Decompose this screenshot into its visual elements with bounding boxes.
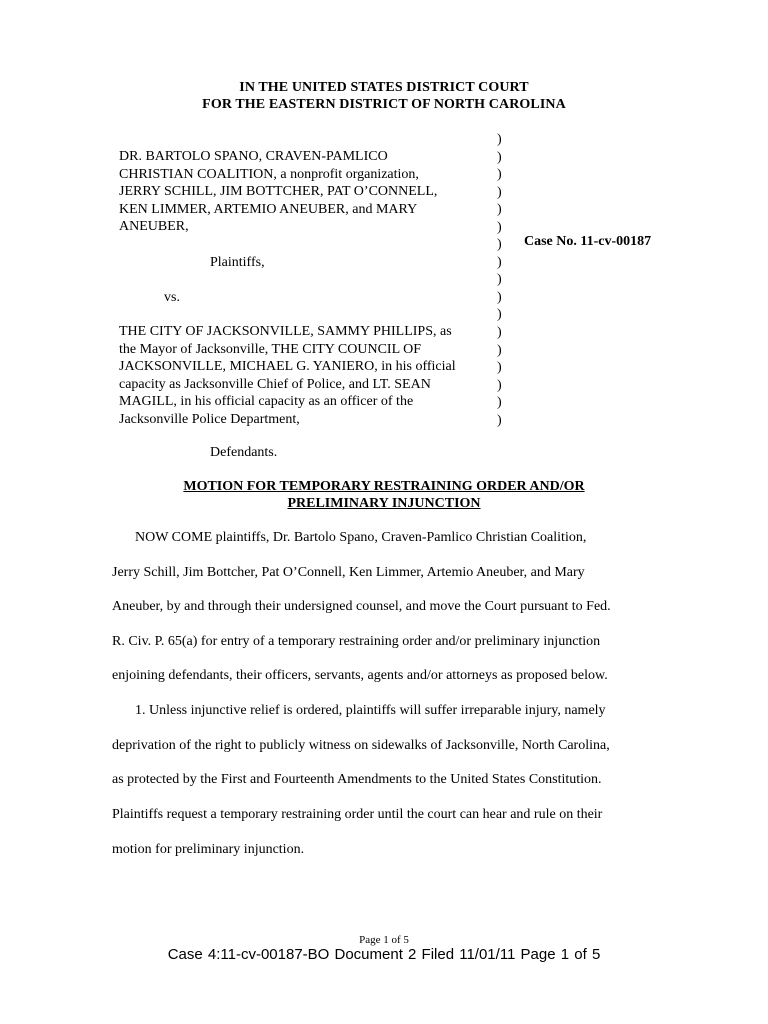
caption-paren: ) xyxy=(497,307,502,323)
caption-paren: ) xyxy=(497,219,502,235)
ecf-filing-stamp: Case 4:11-cv-00187-BO Document 2 Filed 11/01/11 Page 1 of 5 xyxy=(167,946,601,963)
caption-paren: ) xyxy=(497,412,502,428)
body-line: NOW COME plaintiffs, Dr. Bartolo Spano, Craven-Pamlico Christian Coalition, xyxy=(135,530,587,545)
case-number: Case No. 11-cv-00187 xyxy=(524,234,652,249)
caption-paren: ) xyxy=(497,272,502,288)
body-line: enjoining defendants, their officers, servants, agents and/or attorneys as proposed below. xyxy=(112,668,608,683)
court-name-line-2: FOR THE EASTERN DISTRICT OF NORTH CAROLINA xyxy=(202,97,566,112)
page-number: Page 1 of 5 xyxy=(359,934,409,946)
caption-paren: ) xyxy=(497,167,502,183)
plaintiffs-role: Plaintiffs, xyxy=(210,255,265,270)
plaintiffs-line: KEN LIMMER, ARTEMIO ANEUBER, and MARY xyxy=(119,201,418,217)
defendants-line: JACKSONVILLE, MICHAEL G. YANIERO, in his official xyxy=(119,359,456,374)
defendants-line: Jacksonville Police Department, xyxy=(119,411,300,427)
caption-paren: ) xyxy=(497,395,502,411)
body-line: as protected by the First and Fourteenth Amendments to the United States Constitution. xyxy=(112,772,602,787)
plaintiffs-line: DR. BARTOLO SPANO, CRAVEN-PAMLICO xyxy=(119,149,388,164)
motion-title-line-1: MOTION FOR TEMPORARY RESTRAINING ORDER AND/OR xyxy=(183,479,585,494)
court-name-line-1: IN THE UNITED STATES DISTRICT COURT xyxy=(239,80,529,95)
numbered-paragraph-line: 1. Unless injunctive relief is ordered, plaintiffs will suffer irreparable injury, namely xyxy=(135,703,606,718)
defendants-line: capacity as Jacksonville Chief of Police, and LT. SEAN xyxy=(119,376,431,392)
defendants-line: the Mayor of Jacksonville, THE CITY COUNCIL OF xyxy=(119,341,421,357)
caption-paren: ) xyxy=(497,342,502,358)
defendants-block xyxy=(119,323,491,428)
defendants-line: MAGILL, in his official capacity as an officer of the xyxy=(119,394,414,409)
plaintiffs-block xyxy=(119,148,491,236)
caption-paren: ) xyxy=(497,377,502,393)
motion-title-line-2: PRELIMINARY INJUNCTION xyxy=(287,496,481,511)
caption-paren: ) xyxy=(497,289,502,305)
body-line: Aneuber, by and through their undersigned counsel, and move the Court pursuant to Fed. xyxy=(112,599,611,614)
plaintiffs-line: CHRISTIAN COALITION, a nonprofit organization, xyxy=(119,166,419,182)
case-caption-parties xyxy=(119,148,491,460)
caption-paren: ) xyxy=(497,132,502,147)
body-line: deprivation of the right to publicly witness on sidewalks of Jacksonville, North Carolina, xyxy=(112,738,610,753)
caption-paren: ) xyxy=(497,184,502,200)
caption-paren: ) xyxy=(497,325,502,341)
defendants-role: Defendants. xyxy=(210,445,278,460)
defendants-line: THE CITY OF JACKSONVILLE, SAMMY PHILLIPS, as xyxy=(119,324,452,339)
caption-paren: ) xyxy=(497,237,502,253)
caption-paren: ) xyxy=(497,360,502,376)
plaintiffs-line: ANEUBER, xyxy=(119,219,189,234)
body-line: Plaintiffs request a temporary restraining order until the court can hear and rule on their xyxy=(112,807,603,822)
plaintiffs-line: JERRY SCHILL, JIM BOTTCHER, PAT O’CONNELL, xyxy=(119,184,438,199)
versus-label: vs. xyxy=(164,290,180,305)
caption-paren: ) xyxy=(497,254,502,270)
caption-paren: ) xyxy=(497,149,502,165)
body-line: Jerry Schill, Jim Bottcher, Pat O’Connell, Ken Limmer, Artemio Aneuber, and Mary xyxy=(112,565,585,580)
body-line: motion for preliminary injunction. xyxy=(112,842,305,857)
caption-paren-column xyxy=(497,131,502,429)
body-line: R. Civ. P. 65(a) for entry of a temporary restraining order and/or preliminary injunction xyxy=(112,634,601,649)
caption-paren: ) xyxy=(497,202,502,218)
